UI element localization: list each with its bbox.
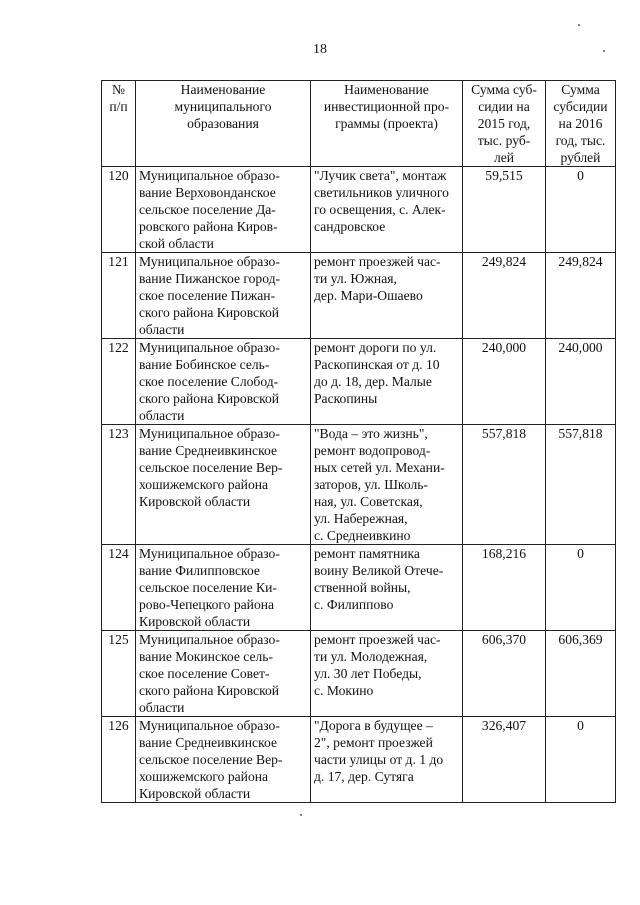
program-cell — [311, 425, 463, 545]
municipality-line: сельское поселение Вер- — [139, 460, 283, 475]
municipality-line: Муниципальное образо- — [139, 340, 280, 355]
program-line: с. Мокино — [314, 683, 374, 698]
subsidy-2015-cell: 240,000 — [463, 339, 546, 425]
scan-mark — [300, 814, 302, 816]
program-line: ул. 30 лет Победы, — [314, 666, 422, 681]
table-row — [102, 253, 616, 339]
table-row — [102, 425, 616, 545]
municipality-line: ской области — [139, 236, 214, 251]
program-line: "Лучик света", монтаж — [314, 168, 447, 183]
program-line: ти ул. Южная, — [314, 271, 397, 286]
row-number: 124 — [102, 545, 136, 631]
program-line: 2", ремонт проезжей — [314, 735, 433, 750]
municipality-line: хошижемского района — [139, 477, 269, 492]
program-line: с. Филиппово — [314, 597, 394, 612]
municipality-line: ское поселение Пижан- — [139, 288, 276, 303]
subsidy-2016-cell: 0 — [546, 167, 616, 253]
header-num: № п/п — [102, 81, 136, 167]
municipality-line: сельское поселение Да- — [139, 202, 276, 217]
program-line: Раскопины — [314, 391, 378, 406]
municipality-line: хошижемского района — [139, 769, 269, 784]
program-line: ремонт проезжей час- — [314, 254, 441, 269]
program-line: до д. 18, дер. Малые — [314, 374, 432, 389]
scan-mark — [603, 50, 605, 52]
program-line: ремонт памятника — [314, 546, 420, 561]
program-line: части улицы от д. 1 до — [314, 752, 444, 767]
municipality-line: Муниципальное образо- — [139, 254, 280, 269]
table-row — [102, 339, 616, 425]
municipality-line: вание Мокинское сель- — [139, 649, 274, 664]
subsidy-2015-cell: 557,818 — [463, 425, 546, 545]
row-number: 121 — [102, 253, 136, 339]
program-cell — [311, 717, 463, 803]
subsidy-2015-cell: 249,824 — [463, 253, 546, 339]
subsidy-2016-cell: 557,818 — [546, 425, 616, 545]
program-line: го освещения, с. Алек- — [314, 202, 446, 217]
municipality-cell — [136, 425, 311, 545]
program-line: ремонт водопровод- — [314, 443, 431, 458]
program-line: "Вода – это жизнь", — [314, 426, 428, 441]
program-line: воину Великой Отече- — [314, 563, 444, 578]
municipality-cell — [136, 167, 311, 253]
municipality-line: области — [139, 322, 185, 337]
municipality-cell — [136, 339, 311, 425]
municipality-line: сельское поселение Вер- — [139, 752, 283, 767]
program-line: ти ул. Молодежная, — [314, 649, 428, 664]
program-line: ремонт проезжей час- — [314, 632, 441, 647]
municipality-line: вание Пижанское город- — [139, 271, 281, 286]
municipality-line: ское поселение Совет- — [139, 666, 270, 681]
municipality-cell — [136, 717, 311, 803]
municipality-cell — [136, 545, 311, 631]
program-cell — [311, 167, 463, 253]
municipality-cell — [136, 631, 311, 717]
municipality-line: Кировской области — [139, 614, 251, 629]
header-sum-2015: Сумма суб- сидии на 2015 год, тыс. руб- лей — [463, 81, 546, 167]
municipality-line: ровского района Киров- — [139, 219, 278, 234]
subsidy-2015-cell: 59,515 — [463, 167, 546, 253]
program-cell — [311, 339, 463, 425]
municipality-line: ского района Кировской — [139, 683, 280, 698]
municipality-line: Муниципальное образо- — [139, 718, 280, 733]
subsidy-2016-cell: 0 — [546, 717, 616, 803]
municipality-line: вание Бобинское сель- — [139, 357, 270, 372]
table-row — [102, 631, 616, 717]
subsidy-2016-cell: 240,000 — [546, 339, 616, 425]
row-number: 125 — [102, 631, 136, 717]
program-line: Раскопинская от д. 10 — [314, 357, 440, 372]
program-line: ственной войны, — [314, 580, 411, 595]
page-number: 18 — [313, 42, 327, 57]
row-number: 123 — [102, 425, 136, 545]
program-line: д. 17, дер. Сутяга — [314, 769, 414, 784]
table-row — [102, 717, 616, 803]
subsidy-2016-cell: 606,369 — [546, 631, 616, 717]
municipality-line: ского района Кировской — [139, 305, 280, 320]
program-cell — [311, 631, 463, 717]
municipality-line: Кировской области — [139, 494, 251, 509]
program-line: ная, ул. Советская, — [314, 494, 423, 509]
scan-mark — [578, 24, 580, 26]
municipality-line: Муниципальное образо- — [139, 168, 280, 183]
program-line: ремонт дороги по ул. — [314, 340, 437, 355]
table-row — [102, 167, 616, 253]
program-cell — [311, 253, 463, 339]
municipality-line: сельское поселение Ки- — [139, 580, 277, 595]
municipality-line: ского района Кировской — [139, 391, 280, 406]
program-line: "Дорога в будущее – — [314, 718, 433, 733]
municipality-line: вание Среднеивкинское — [139, 443, 277, 458]
header-program: Наименование инвестиционной про- граммы (проекта) — [311, 81, 463, 167]
municipality-line: вание Верховонданское — [139, 185, 276, 200]
row-number: 122 — [102, 339, 136, 425]
municipality-line: вание Филипповское — [139, 563, 260, 578]
program-line: дер. Мари-Ошаево — [314, 288, 423, 303]
municipality-line: области — [139, 408, 185, 423]
subsidy-table — [101, 80, 616, 803]
header-sum-2016: Сумма субсидии на 2016 год, тыс. рублей — [546, 81, 616, 167]
subsidy-2016-cell: 0 — [546, 545, 616, 631]
row-number: 120 — [102, 167, 136, 253]
header-municipality: Наименование муниципального образования — [136, 81, 311, 167]
subsidy-2015-cell: 326,407 — [463, 717, 546, 803]
municipality-line: области — [139, 700, 185, 715]
municipality-line: рово-Чепецкого района — [139, 597, 275, 612]
table-body — [102, 167, 616, 803]
municipality-line: Муниципальное образо- — [139, 546, 280, 561]
table-header-row — [102, 81, 616, 167]
program-line: сандровское — [314, 219, 386, 234]
program-line: ул. Набережная, — [314, 511, 408, 526]
subsidy-2016-cell: 249,824 — [546, 253, 616, 339]
municipality-line: ское поселение Слобод- — [139, 374, 279, 389]
program-line: светильников уличного — [314, 185, 449, 200]
program-line: заторов, ул. Школь- — [314, 477, 428, 492]
municipality-cell — [136, 253, 311, 339]
program-cell — [311, 545, 463, 631]
row-number: 126 — [102, 717, 136, 803]
municipality-line: Муниципальное образо- — [139, 632, 280, 647]
subsidy-2015-cell: 168,216 — [463, 545, 546, 631]
municipality-line: вание Среднеивкинское — [139, 735, 277, 750]
municipality-line: Кировской области — [139, 786, 251, 801]
table-row — [102, 545, 616, 631]
program-line: с. Среднеивкино — [314, 528, 411, 543]
subsidy-2015-cell: 606,370 — [463, 631, 546, 717]
municipality-line: Муниципальное образо- — [139, 426, 280, 441]
program-line: ных сетей ул. Механи- — [314, 460, 445, 475]
